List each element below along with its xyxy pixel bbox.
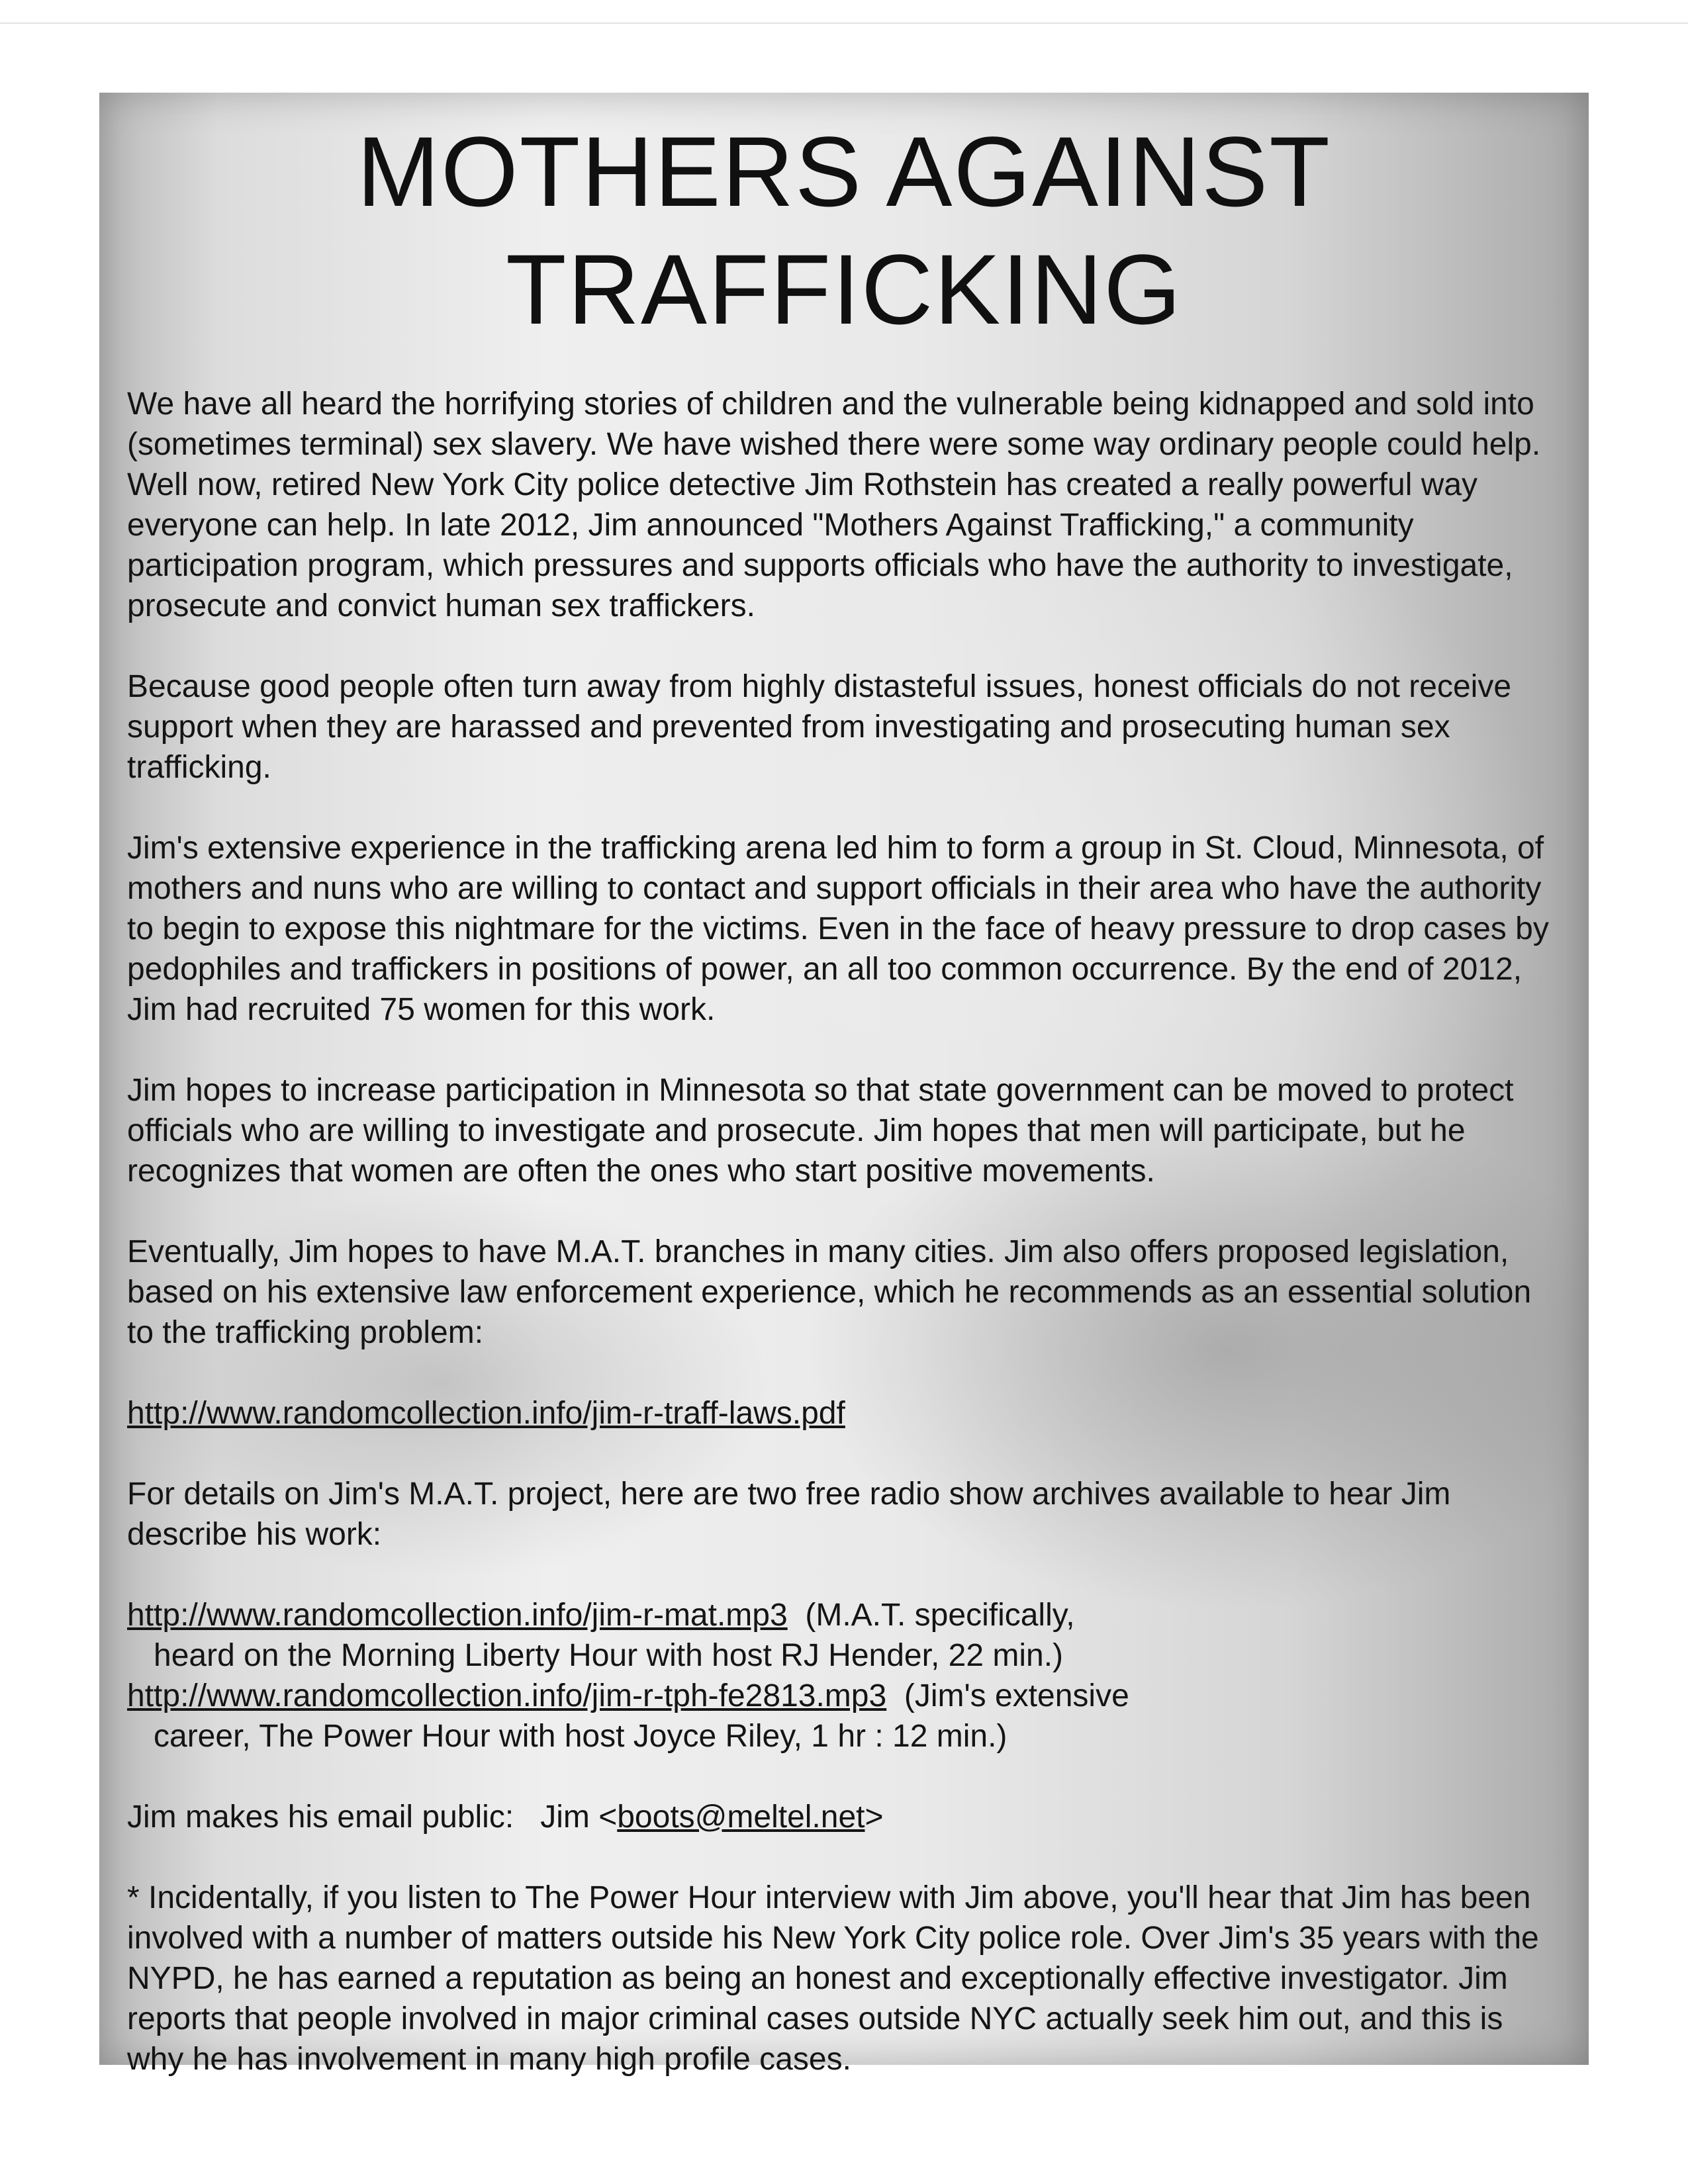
radio-archive-list	[127, 1595, 1557, 1756]
footnote-paragraph: * Incidentally, if you listen to The Power Hour interview with Jim above, you'll hear that Jim has been involved with a number of matters outside his New York City police role. Over Jim's 35 years with the NYPD, he has earned a reputation as being an honest and exceptionally effective investigator. Jim reports that people involved in major criminal cases outside NYC actually seek him out, and this is why he has involvement in many high profile cases.	[127, 1880, 1539, 2077]
participation-paragraph: Jim hopes to increase participation in Minnesota so that state government can be moved to protect officials who are willing to investigate and prosecute. Jim hopes that men will participate, but he recognizes that women are often the ones who start positive movements.	[127, 1073, 1514, 1189]
experience-paragraph: Jim's extensive experience in the trafficking arena led him to form a group in St. Cloud, Minnesota, of mothers and nuns who are willing to contact and support officials in their area who have the authority to begin to expose this nightmare for the victims. Even in the face of heavy pressure to drop cases by pedophiles and traffickers in positions of power, an all too common occurrence. By the end of 2012, Jim had recruited 75 women for this work.	[127, 831, 1549, 1027]
email-close-bracket: >	[865, 1799, 884, 1835]
scan-edge	[0, 23, 1688, 24]
support-paragraph: Because good people often turn away from highly distasteful issues, honest officials do not receive support when they are harassed and prevented from investigating and prosecuting human sex trafficking.	[127, 669, 1512, 785]
title-line-1: MOTHERS AGAINST	[357, 116, 1331, 227]
intro-paragraph: We have all heard the horrifying stories of children and the vulnerable being kidnapped and sold into (sometimes terminal) sex slavery. We have wished there were some way ordinary people could help. Well now, retired New York City police detective Jim Rothstein has created a really powerful way everyone can help. In late 2012, Jim announced "Mothers Against Trafficking," a community participation program, which pressures and supports officials who have the authority to investigate, prosecute and convict human sex traffickers.	[127, 387, 1541, 623]
resource-description-continued: heard on the Morning Liberty Hour with host RJ Hender, 22 min.)	[154, 1638, 1064, 1673]
legislation-paragraph: Eventually, Jim hopes to have M.A.T. branches in many cities. Jim also offers proposed legislation, based on his extensive law enforcement experience, which he recommends as an essential solution to the trafficking problem:	[127, 1234, 1532, 1350]
email-name: Jim	[540, 1799, 590, 1835]
list-item	[127, 1676, 1557, 1756]
resource-description: (Jim's extensive	[904, 1678, 1129, 1713]
flyer-body	[127, 384, 1557, 2120]
page-title	[99, 113, 1589, 348]
email-link[interactable]: boots@meltel.net	[617, 1799, 865, 1835]
list-item	[127, 1595, 1557, 1676]
email-line	[127, 1797, 1557, 1837]
flyer	[99, 93, 1589, 2077]
email-open-bracket: <	[598, 1799, 618, 1835]
power-hour-mp3-link[interactable]: http://www.randomcollection.info/jim-r-tph-fe2813.mp3	[127, 1678, 887, 1713]
resource-description: (M.A.T. specifically,	[805, 1598, 1075, 1633]
radio-intro-paragraph: For details on Jim's M.A.T. project, here are two free radio show archives available to hear Jim describe his work:	[127, 1477, 1451, 1552]
title-line-2: TRAFFICKING	[506, 234, 1182, 345]
mat-mp3-link[interactable]: http://www.randomcollection.info/jim-r-mat.mp3	[127, 1598, 788, 1633]
laws-link-row	[127, 1393, 1557, 1433]
laws-pdf-link[interactable]: http://www.randomcollection.info/jim-r-traff-laws.pdf	[127, 1396, 845, 1431]
resource-description-continued: career, The Power Hour with host Joyce Riley, 1 hr : 12 min.)	[154, 1719, 1008, 1754]
email-prefix: Jim makes his email public:	[127, 1799, 514, 1835]
